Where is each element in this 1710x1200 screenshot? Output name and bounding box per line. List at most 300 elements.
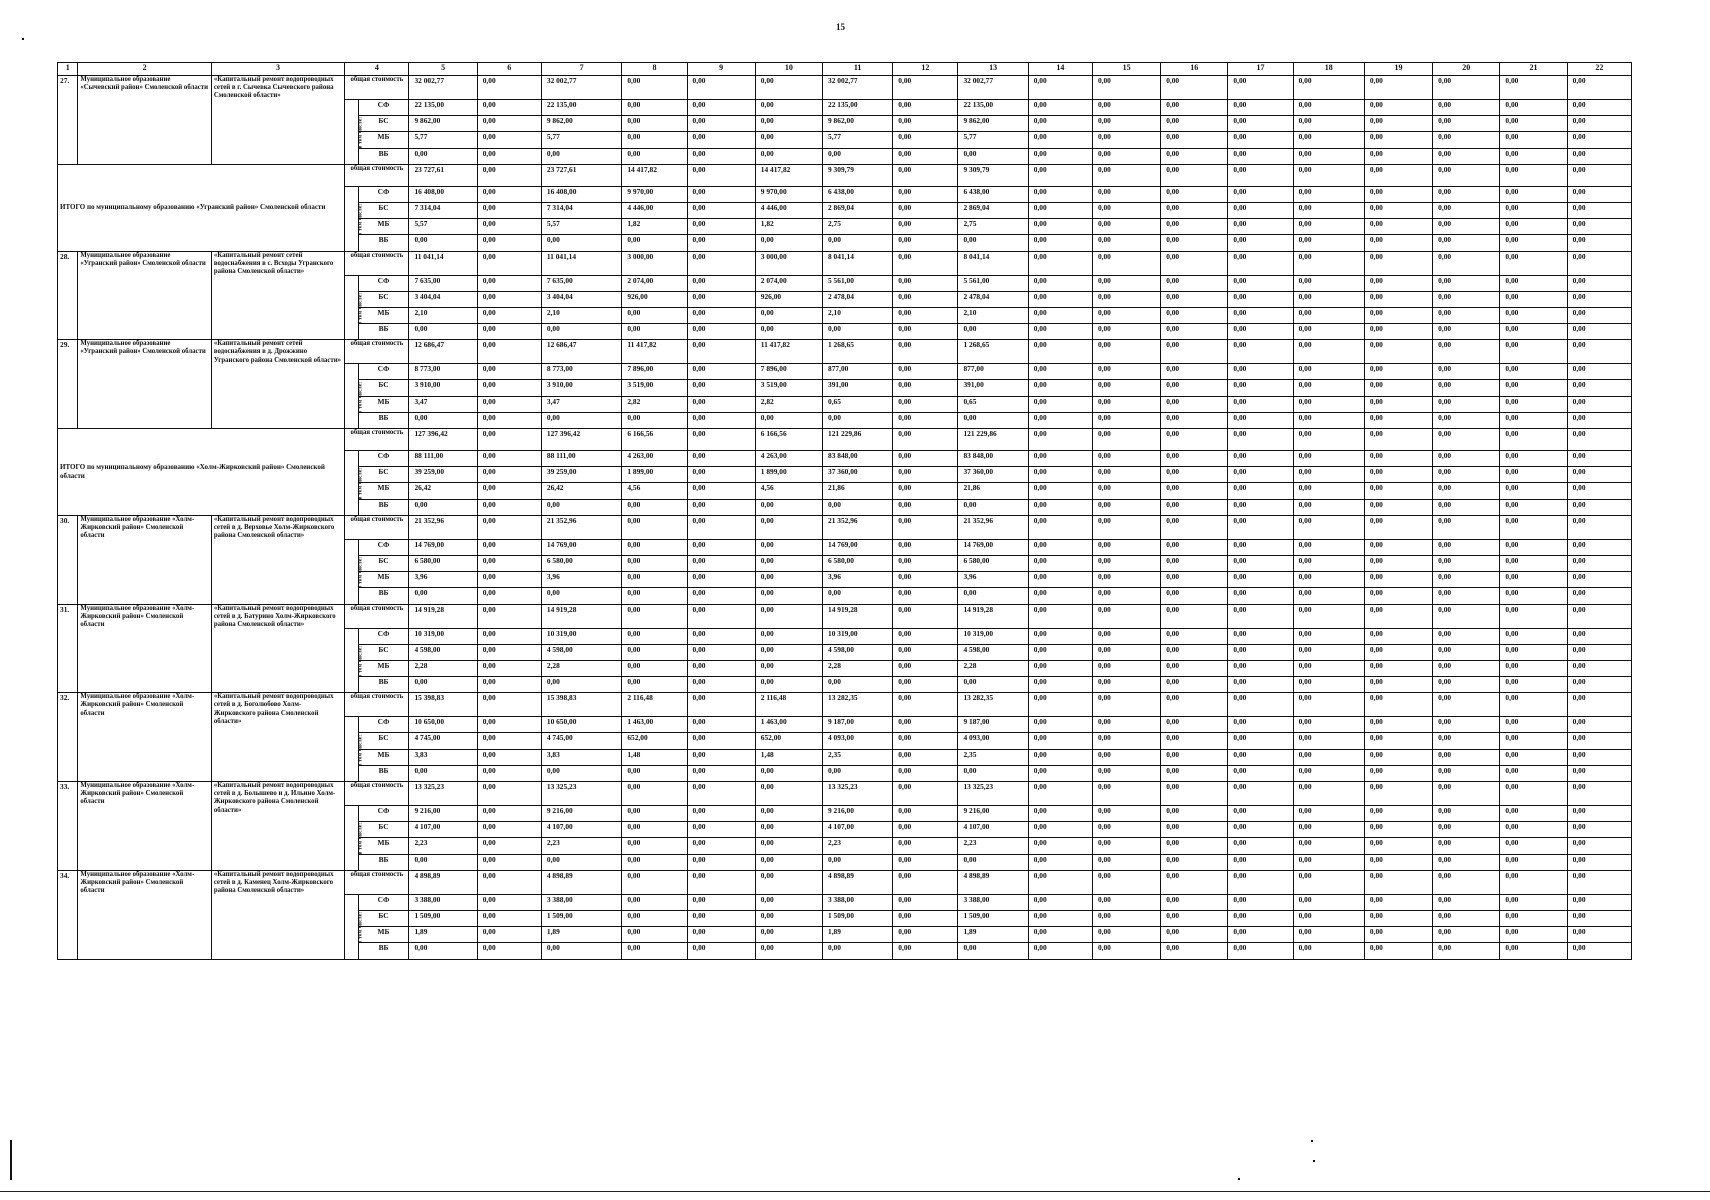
- value-cell: 0,00: [1433, 604, 1500, 628]
- value-cell: 0,00: [477, 660, 541, 676]
- value-cell: 0,00: [1500, 854, 1567, 870]
- value-cell: 0,00: [1092, 806, 1160, 822]
- value-cell: 0,00: [1228, 235, 1293, 251]
- value-cell: 0,00: [755, 116, 822, 132]
- value-cell: 0,00: [477, 291, 541, 307]
- value-cell: 0,00: [1500, 894, 1567, 910]
- value-cell: 0,00: [755, 572, 822, 588]
- value-cell: 0,00: [1500, 451, 1567, 467]
- item-number: 33.: [58, 782, 78, 871]
- value-cell: 0,00: [1228, 132, 1293, 148]
- value-cell: 0,00: [1028, 186, 1092, 202]
- value-cell: 0,00: [1567, 628, 1631, 644]
- value-cell: 2,23: [541, 838, 621, 854]
- value-cell: 0,00: [1228, 467, 1293, 483]
- value-cell: 0,00: [1500, 782, 1567, 806]
- value-cell: 0,00: [1228, 693, 1293, 717]
- value-cell: 0,00: [1161, 782, 1228, 806]
- value-cell: 0,00: [893, 854, 958, 870]
- value-cell: 4 107,00: [958, 822, 1028, 838]
- value-cell: 4 745,00: [409, 733, 477, 749]
- value-cell: 0,00: [622, 100, 687, 116]
- value-cell: 0,00: [1364, 483, 1432, 499]
- value-cell: 3 388,00: [958, 894, 1028, 910]
- value-cell: 0,00: [1433, 854, 1500, 870]
- value-cell: 0,00: [687, 717, 755, 733]
- value-cell: 0,00: [1161, 451, 1228, 467]
- value-cell: 0,00: [622, 822, 687, 838]
- value-cell: 0,00: [1364, 164, 1432, 186]
- value-cell: 0,00: [1433, 324, 1500, 340]
- subtotal-label: ИТОГО по муниципальному образованию «Холм-Жирковский район» Смоленской области: [58, 429, 345, 516]
- funding-source: СФ: [358, 717, 409, 733]
- value-cell: 121 229,86: [823, 429, 893, 451]
- value-cell: 3 000,00: [622, 251, 687, 275]
- value-cell: 0,00: [823, 765, 893, 781]
- value-cell: 0,00: [893, 412, 958, 428]
- value-cell: 0,00: [1092, 572, 1160, 588]
- value-cell: 0,00: [687, 76, 755, 100]
- item-number: 32.: [58, 693, 78, 782]
- value-cell: 1,89: [958, 927, 1028, 943]
- column-header: 19: [1364, 63, 1432, 76]
- column-header: 7: [541, 63, 621, 76]
- including-label: [345, 717, 364, 782]
- value-cell: 0,00: [1567, 380, 1631, 396]
- value-cell: 0,00: [622, 644, 687, 660]
- value-cell: 0,00: [409, 677, 477, 693]
- value-cell: 0,00: [1028, 660, 1092, 676]
- value-cell: 6 580,00: [409, 555, 477, 571]
- value-cell: 0,00: [1433, 451, 1500, 467]
- value-cell: 13 325,23: [541, 782, 621, 806]
- municipality-name: Муниципальное образование «Угранский район» Смоленской области: [78, 251, 211, 340]
- value-cell: 0,00: [1433, 396, 1500, 412]
- value-cell: 0,00: [1364, 943, 1432, 959]
- column-header: 10: [755, 63, 822, 76]
- column-header: 2: [78, 63, 211, 76]
- value-cell: 0,00: [541, 677, 621, 693]
- value-cell: 7 635,00: [541, 275, 621, 291]
- value-cell: 0,00: [1092, 677, 1160, 693]
- value-cell: 0,00: [1500, 749, 1567, 765]
- value-cell: 0,00: [1228, 765, 1293, 781]
- value-cell: 0,00: [1433, 588, 1500, 604]
- value-cell: 0,00: [409, 765, 477, 781]
- value-cell: 0,00: [823, 943, 893, 959]
- value-cell: 0,00: [622, 628, 687, 644]
- value-cell: 13 325,23: [409, 782, 477, 806]
- value-cell: 0,00: [1433, 749, 1500, 765]
- value-cell: 0,00: [1161, 555, 1228, 571]
- page-bottom-rule: [0, 1191, 1710, 1192]
- value-cell: 0,00: [1567, 235, 1631, 251]
- value-cell: 0,00: [622, 307, 687, 323]
- value-cell: 0,00: [687, 364, 755, 380]
- value-cell: 0,00: [1567, 429, 1631, 451]
- value-cell: 0,00: [622, 76, 687, 100]
- value-cell: 0,00: [1028, 628, 1092, 644]
- value-cell: 0,00: [1293, 396, 1364, 412]
- value-cell: 14 919,28: [958, 604, 1028, 628]
- value-cell: 0,00: [1028, 870, 1092, 894]
- funding-source: МБ: [358, 660, 409, 676]
- value-cell: 0,00: [687, 515, 755, 539]
- value-cell: 0,00: [1567, 219, 1631, 235]
- value-cell: 0,00: [1364, 572, 1432, 588]
- value-cell: 0,00: [1567, 515, 1631, 539]
- value-cell: 1 268,65: [958, 340, 1028, 364]
- value-cell: 0,00: [1092, 822, 1160, 838]
- funding-source: ВБ: [358, 412, 409, 428]
- value-cell: 0,00: [755, 628, 822, 644]
- value-cell: 0,00: [1293, 838, 1364, 854]
- value-cell: 0,00: [622, 854, 687, 870]
- value-cell: 0,00: [687, 628, 755, 644]
- value-cell: 0,00: [1228, 116, 1293, 132]
- value-cell: 0,00: [1364, 628, 1432, 644]
- value-cell: 0,00: [1161, 364, 1228, 380]
- value-cell: 0,00: [1364, 749, 1432, 765]
- value-cell: 0,00: [1567, 660, 1631, 676]
- value-cell: 7 314,04: [541, 202, 621, 218]
- value-cell: 2,75: [958, 219, 1028, 235]
- value-cell: 0,00: [1092, 340, 1160, 364]
- value-cell: 21 352,96: [958, 515, 1028, 539]
- page-number: 15: [836, 22, 845, 32]
- funding-source: БС: [358, 380, 409, 396]
- value-cell: 0,00: [1293, 412, 1364, 428]
- value-cell: 0,00: [1567, 186, 1631, 202]
- value-cell: 1,82: [755, 219, 822, 235]
- value-cell: 13 282,35: [958, 693, 1028, 717]
- value-cell: 0,00: [823, 854, 893, 870]
- table-row: [58, 693, 1632, 717]
- value-cell: 0,00: [1092, 555, 1160, 571]
- value-cell: 0,00: [687, 380, 755, 396]
- value-cell: 3 404,04: [409, 291, 477, 307]
- value-cell: 0,00: [622, 806, 687, 822]
- value-cell: 0,00: [687, 660, 755, 676]
- value-cell: 0,00: [687, 202, 755, 218]
- value-cell: 0,00: [1161, 717, 1228, 733]
- value-cell: 22 135,00: [541, 100, 621, 116]
- value-cell: 0,00: [541, 854, 621, 870]
- value-cell: 0,00: [1364, 324, 1432, 340]
- funding-source: СФ: [358, 186, 409, 202]
- value-cell: 0,00: [477, 838, 541, 854]
- value-cell: 0,00: [1228, 749, 1293, 765]
- value-cell: 0,00: [477, 307, 541, 323]
- value-cell: 0,00: [1092, 364, 1160, 380]
- value-cell: 0,00: [893, 677, 958, 693]
- value-cell: 0,00: [1161, 765, 1228, 781]
- value-cell: 0,00: [1567, 251, 1631, 275]
- value-cell: 0,00: [1364, 251, 1432, 275]
- value-cell: 0,00: [1567, 604, 1631, 628]
- value-cell: 0,00: [687, 324, 755, 340]
- value-cell: 0,00: [1500, 429, 1567, 451]
- value-cell: 0,00: [1228, 251, 1293, 275]
- including-label-text: в том числе:: [358, 292, 364, 325]
- value-cell: 0,00: [823, 235, 893, 251]
- value-cell: 0,00: [1433, 307, 1500, 323]
- value-cell: 9 862,00: [409, 116, 477, 132]
- value-cell: 0,00: [1161, 76, 1228, 100]
- value-cell: 8 041,14: [958, 251, 1028, 275]
- value-cell: 0,00: [477, 894, 541, 910]
- value-cell: 0,00: [687, 291, 755, 307]
- value-cell: 0,00: [1433, 894, 1500, 910]
- value-cell: 0,00: [1028, 894, 1092, 910]
- value-cell: 0,00: [1161, 515, 1228, 539]
- value-cell: 0,00: [1567, 943, 1631, 959]
- value-cell: 0,00: [477, 539, 541, 555]
- value-cell: 0,00: [687, 782, 755, 806]
- value-cell: 0,00: [1228, 483, 1293, 499]
- value-cell: 0,00: [1092, 870, 1160, 894]
- value-cell: 0,00: [1092, 451, 1160, 467]
- value-cell: 4 263,00: [622, 451, 687, 467]
- value-cell: 0,00: [893, 628, 958, 644]
- value-cell: 9 309,79: [958, 164, 1028, 186]
- value-cell: 0,00: [893, 588, 958, 604]
- value-cell: 37 360,00: [958, 467, 1028, 483]
- value-cell: 3 910,00: [541, 380, 621, 396]
- value-cell: 0,00: [1364, 467, 1432, 483]
- value-cell: 0,00: [1567, 854, 1631, 870]
- value-cell: 0,65: [958, 396, 1028, 412]
- value-cell: 0,00: [1028, 555, 1092, 571]
- value-cell: 0,00: [1028, 943, 1092, 959]
- value-cell: 0,00: [687, 116, 755, 132]
- value-cell: 0,00: [1161, 467, 1228, 483]
- value-cell: 0,00: [1500, 340, 1567, 364]
- value-cell: 4 093,00: [823, 733, 893, 749]
- value-cell: 0,00: [1228, 148, 1293, 164]
- value-cell: 0,00: [1364, 291, 1432, 307]
- value-cell: 0,00: [1028, 202, 1092, 218]
- column-header: 20: [1433, 63, 1500, 76]
- value-cell: 0,00: [1567, 76, 1631, 100]
- item-number: 27.: [58, 76, 78, 165]
- value-cell: 0,00: [958, 412, 1028, 428]
- value-cell: 0,00: [1161, 251, 1228, 275]
- value-cell: 0,00: [1161, 291, 1228, 307]
- value-cell: 0,00: [1293, 340, 1364, 364]
- value-cell: 0,00: [1092, 765, 1160, 781]
- funding-source: МБ: [358, 749, 409, 765]
- value-cell: 4 446,00: [755, 202, 822, 218]
- value-cell: 0,00: [1228, 644, 1293, 660]
- value-cell: 0,00: [1161, 693, 1228, 717]
- including-label: [345, 186, 364, 251]
- value-cell: 4 745,00: [541, 733, 621, 749]
- value-cell: 6 580,00: [541, 555, 621, 571]
- value-cell: 0,00: [622, 572, 687, 588]
- value-cell: 0,00: [1567, 717, 1631, 733]
- value-cell: 5 561,00: [958, 275, 1028, 291]
- value-cell: 0,00: [1161, 943, 1228, 959]
- value-cell: 0,00: [1228, 307, 1293, 323]
- value-cell: 0,00: [1161, 822, 1228, 838]
- value-cell: 0,00: [893, 838, 958, 854]
- municipality-name: Муниципальное образование «Холм-Жирковский район» Смоленской области: [78, 870, 211, 959]
- value-cell: 0,00: [823, 412, 893, 428]
- value-cell: 0,00: [687, 693, 755, 717]
- value-cell: 0,00: [477, 870, 541, 894]
- value-cell: 0,00: [1567, 467, 1631, 483]
- table-row: [58, 604, 1632, 628]
- value-cell: 0,00: [1433, 116, 1500, 132]
- value-cell: 0,00: [622, 660, 687, 676]
- value-cell: 0,00: [1161, 910, 1228, 926]
- value-cell: 0,00: [622, 927, 687, 943]
- value-cell: 0,00: [1161, 806, 1228, 822]
- value-cell: 0,00: [477, 467, 541, 483]
- funding-source: МБ: [358, 927, 409, 943]
- value-cell: 0,00: [755, 100, 822, 116]
- value-cell: 0,00: [1500, 822, 1567, 838]
- cost-type-total: общая стоимость: [345, 515, 409, 539]
- value-cell: 0,00: [1028, 854, 1092, 870]
- value-cell: 0,00: [409, 324, 477, 340]
- funding-source: БС: [358, 116, 409, 132]
- value-cell: 8 041,14: [823, 251, 893, 275]
- value-cell: 0,00: [1433, 429, 1500, 451]
- value-cell: 0,00: [755, 76, 822, 100]
- value-cell: 0,00: [687, 644, 755, 660]
- value-cell: 0,00: [1364, 515, 1432, 539]
- value-cell: 3,96: [958, 572, 1028, 588]
- value-cell: 0,00: [541, 943, 621, 959]
- value-cell: 0,00: [755, 910, 822, 926]
- value-cell: 15 398,83: [541, 693, 621, 717]
- value-cell: 1 899,00: [622, 467, 687, 483]
- object-name: «Капитальный ремонт водопроводных сетей в д. Болышево и д. Ильино Холм-Жирковского района Смоленской области»: [211, 782, 344, 871]
- value-cell: 0,00: [477, 717, 541, 733]
- value-cell: 1,48: [622, 749, 687, 765]
- value-cell: 0,00: [1364, 782, 1432, 806]
- value-cell: 0,00: [755, 515, 822, 539]
- value-cell: 0,00: [1433, 483, 1500, 499]
- value-cell: 0,00: [1293, 644, 1364, 660]
- value-cell: 14 919,28: [823, 604, 893, 628]
- value-cell: 0,00: [1293, 693, 1364, 717]
- value-cell: 0,00: [1028, 765, 1092, 781]
- value-cell: 0,00: [1364, 555, 1432, 571]
- value-cell: 0,00: [1228, 677, 1293, 693]
- value-cell: 10 319,00: [958, 628, 1028, 644]
- funding-source: ВБ: [358, 148, 409, 164]
- column-header: 14: [1028, 63, 1092, 76]
- value-cell: 32 002,77: [409, 76, 477, 100]
- value-cell: 13 325,23: [823, 782, 893, 806]
- value-cell: 0,00: [1293, 515, 1364, 539]
- value-cell: 9 187,00: [823, 717, 893, 733]
- value-cell: 0,00: [1433, 717, 1500, 733]
- value-cell: 0,00: [1500, 76, 1567, 100]
- value-cell: 4 107,00: [541, 822, 621, 838]
- value-cell: 121 229,86: [958, 429, 1028, 451]
- value-cell: 0,00: [823, 324, 893, 340]
- value-cell: 0,00: [1500, 604, 1567, 628]
- value-cell: 0,00: [1161, 148, 1228, 164]
- value-cell: 4 898,89: [958, 870, 1028, 894]
- value-cell: 0,00: [1364, 806, 1432, 822]
- value-cell: 0,00: [477, 572, 541, 588]
- value-cell: 0,00: [755, 324, 822, 340]
- value-cell: 0,00: [1500, 693, 1567, 717]
- value-cell: 0,00: [1500, 396, 1567, 412]
- financing-table: [57, 62, 1632, 960]
- value-cell: 0,00: [958, 499, 1028, 515]
- scan-speck: [1238, 1178, 1240, 1180]
- value-cell: 0,00: [477, 364, 541, 380]
- value-cell: 0,00: [1028, 380, 1092, 396]
- value-cell: 0,00: [1500, 644, 1567, 660]
- value-cell: 0,00: [1500, 870, 1567, 894]
- column-header: 22: [1567, 63, 1631, 76]
- value-cell: 0,00: [1028, 693, 1092, 717]
- value-cell: 5,77: [409, 132, 477, 148]
- value-cell: 9 970,00: [622, 186, 687, 202]
- value-cell: 0,00: [755, 132, 822, 148]
- value-cell: 0,00: [1433, 164, 1500, 186]
- value-cell: 0,00: [1293, 164, 1364, 186]
- value-cell: 5,77: [823, 132, 893, 148]
- value-cell: 0,00: [1433, 870, 1500, 894]
- value-cell: 0,00: [1364, 927, 1432, 943]
- value-cell: 0,00: [1433, 148, 1500, 164]
- value-cell: 0,00: [1567, 822, 1631, 838]
- value-cell: 0,00: [409, 588, 477, 604]
- value-cell: 0,00: [1567, 870, 1631, 894]
- value-cell: 39 259,00: [409, 467, 477, 483]
- value-cell: 2 116,48: [755, 693, 822, 717]
- value-cell: 0,00: [622, 235, 687, 251]
- value-cell: 21 352,96: [541, 515, 621, 539]
- municipality-name: Муниципальное образование «Холм-Жирковский район» Смоленской области: [78, 782, 211, 871]
- value-cell: 0,00: [1500, 765, 1567, 781]
- value-cell: 0,00: [687, 838, 755, 854]
- value-cell: 0,00: [1161, 396, 1228, 412]
- value-cell: 0,00: [687, 539, 755, 555]
- value-cell: 0,00: [1500, 733, 1567, 749]
- including-label-text: в том числе:: [358, 911, 364, 944]
- value-cell: 877,00: [958, 364, 1028, 380]
- value-cell: 21 352,96: [409, 515, 477, 539]
- value-cell: 4 598,00: [541, 644, 621, 660]
- value-cell: 0,00: [1433, 364, 1500, 380]
- funding-source: ВБ: [358, 854, 409, 870]
- value-cell: 0,00: [1500, 307, 1567, 323]
- value-cell: 0,00: [1364, 604, 1432, 628]
- value-cell: 0,00: [1161, 235, 1228, 251]
- value-cell: 0,00: [1028, 148, 1092, 164]
- value-cell: 0,00: [1028, 822, 1092, 838]
- cost-type-total: общая стоимость: [345, 604, 409, 628]
- value-cell: 0,00: [1161, 307, 1228, 323]
- value-cell: 0,00: [687, 148, 755, 164]
- value-cell: 0,00: [893, 380, 958, 396]
- value-cell: 0,00: [1433, 275, 1500, 291]
- value-cell: 0,00: [1567, 894, 1631, 910]
- value-cell: 0,00: [755, 235, 822, 251]
- value-cell: 0,00: [893, 340, 958, 364]
- value-cell: 0,00: [1567, 555, 1631, 571]
- value-cell: 2,82: [622, 396, 687, 412]
